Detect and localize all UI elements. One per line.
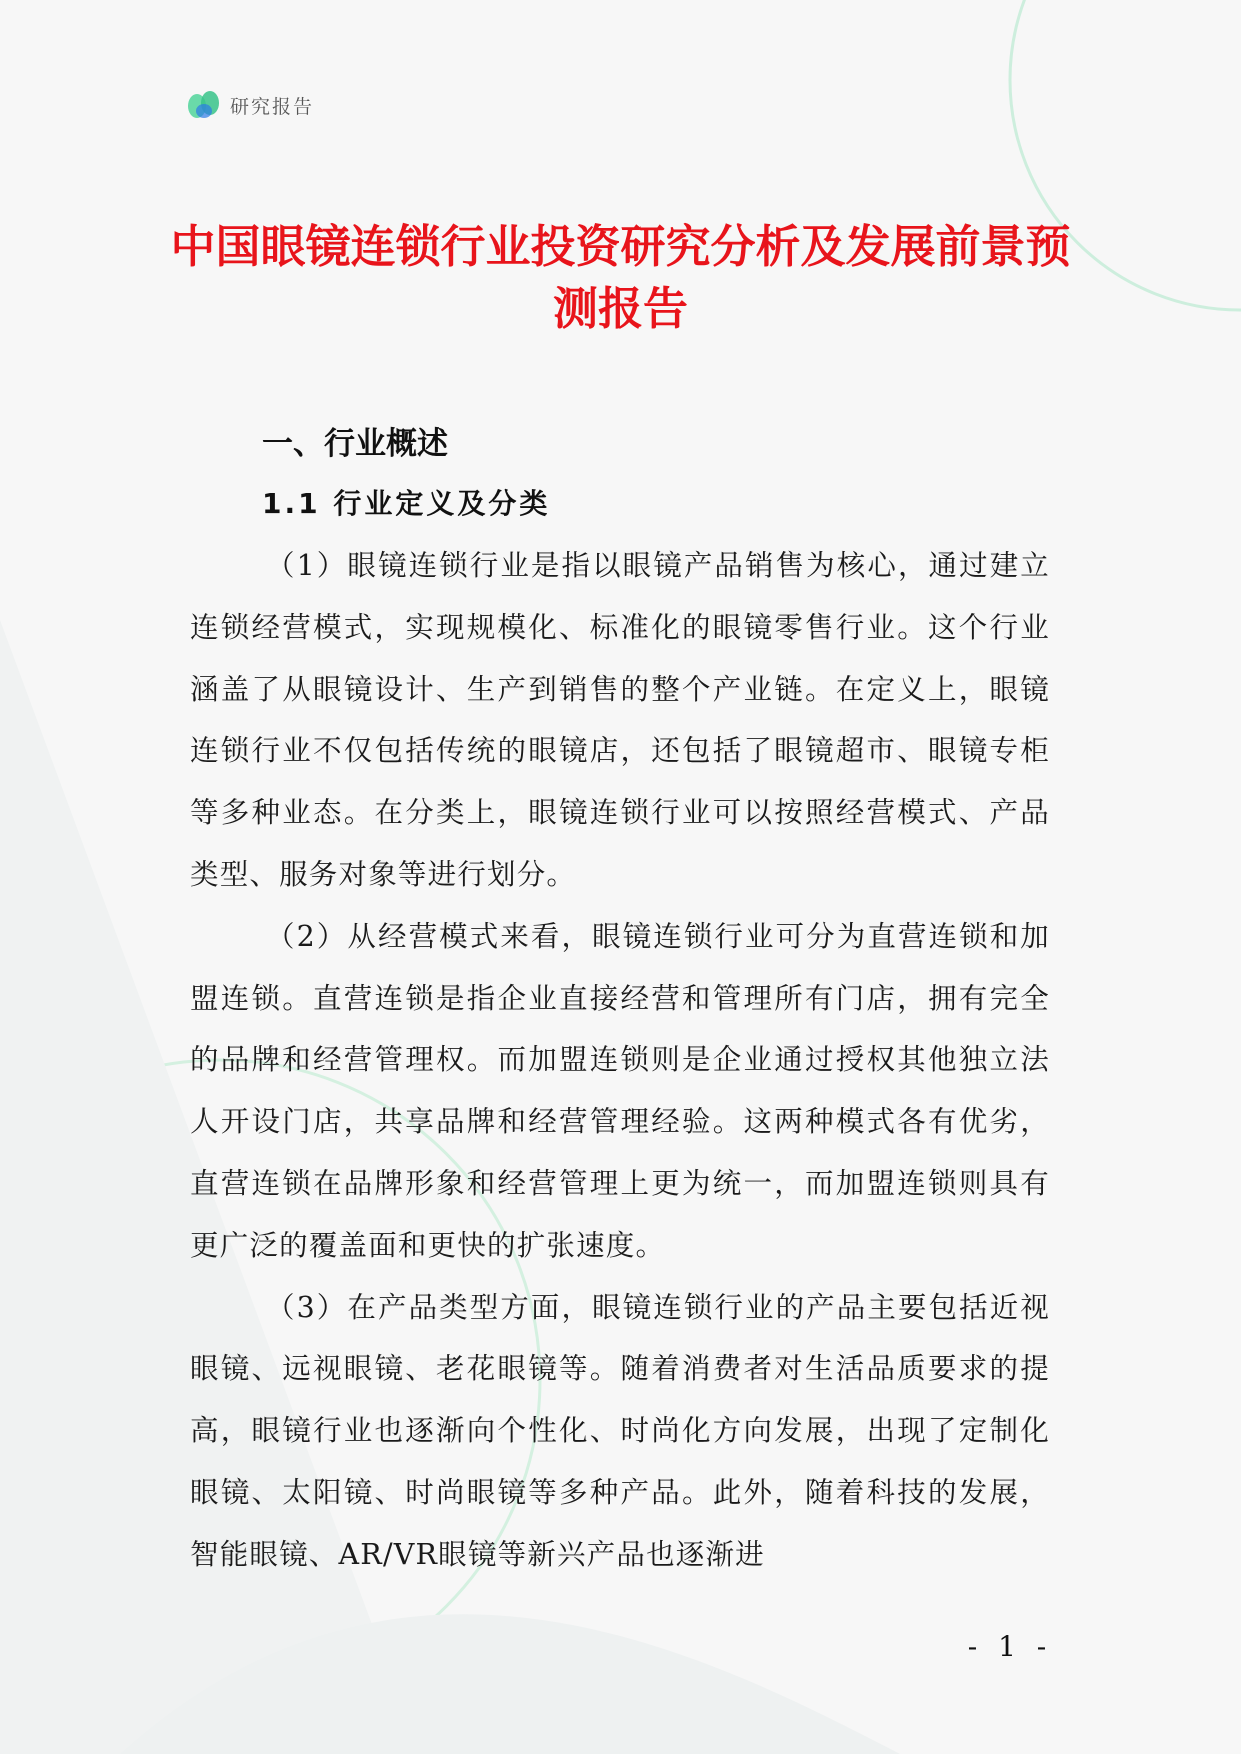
subsection-heading: 1.1 行业定义及分类 [262, 487, 551, 520]
brand-logo-icon [186, 89, 222, 121]
section-heading: 一、行业概述 [262, 426, 448, 462]
header-label: 研究报告 [230, 95, 315, 118]
report-header [186, 88, 314, 122]
body-text [190, 535, 1050, 1586]
page-number: - 1 - [967, 1630, 1053, 1663]
document-title: 中国眼镜连锁行业投资研究分析及发展前景预测报告 [170, 220, 1071, 335]
paragraph: （2）从经营模式来看，眼镜连锁行业可分为直营连锁和加盟连锁。直营连锁是指企业直接经营和管理所有门店，拥有完全的品牌和经营管理权。而加盟连锁则是企业通过授权其他独立法人开设门店，共享品牌和经营管理经验。这两种模式各有优劣，直营连锁在品牌形象和经营管理上更为统一，而加盟连锁则具有更广泛的覆盖面和更快的扩张速度。 [190, 919, 1050, 1262]
paragraph: （1）眼镜连锁行业是指以眼镜产品销售为核心，通过建立连锁经营模式，实现规模化、标准化的眼镜零售行业。这个行业涵盖了从眼镜设计、生产到销售的整个产业链。在定义上，眼镜连锁行业不仅包括传统的眼镜店，还包括了眼镜超市、眼镜专柜等多种业态。在分类上，眼镜连锁行业可以按照经营模式、产品类型、服务对象等进行划分。 [190, 549, 1050, 891]
paragraph: （3）在产品类型方面，眼镜连锁行业的产品主要包括近视眼镜、远视眼镜、老花眼镜等。随着消费者对生活品质要求的提高，眼镜行业也逐渐向个性化、时尚化方向发展，出现了定制化眼镜、太阳镜、时尚眼镜等多种产品。此外，随着科技的发展，智能眼镜、AR/VR眼镜等新兴产品也逐渐进 [190, 1290, 1050, 1571]
